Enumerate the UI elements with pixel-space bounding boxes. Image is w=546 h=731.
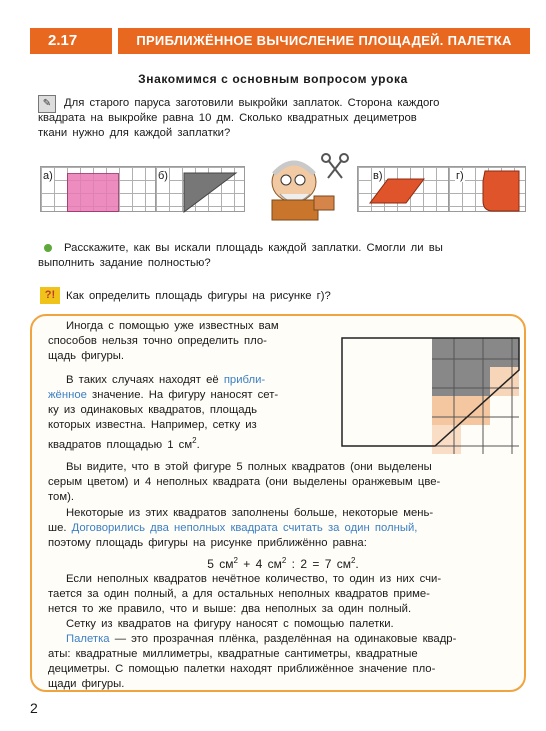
box-p1-line-1: Иногда с помощью уже известных вам: [66, 320, 279, 332]
box-p7-line-4: щади фигуры.: [48, 678, 125, 690]
page-number: 2: [30, 700, 38, 716]
task-line-3: ткани нужно для каждой заплатки?: [38, 127, 231, 139]
box-p5-line-1: Если неполных квадратов нечётное количество, то один из них счи-: [66, 573, 442, 585]
box-p1-line-2: способов нельзя точно определить пло-: [48, 335, 267, 347]
term-approximate-2: жённое: [48, 389, 87, 401]
formula-part-a: 5 см: [207, 557, 234, 571]
question-icon: ?!: [40, 287, 60, 304]
figure-label-d: г): [456, 170, 464, 182]
box-p4-text-b: ше.: [48, 522, 67, 534]
area-formula: 5 $см^2 + 4$ $см^2$ : 2 = 7 $см^2$.: [207, 556, 359, 571]
term-palette: Палетка: [66, 633, 110, 645]
section-number: 2.17: [30, 28, 112, 54]
patch-b-shape: [156, 167, 246, 213]
box-p2-line-4: которых известна. Например, сетку из: [48, 419, 257, 431]
box-p2-text: В таких случаях находят её: [66, 374, 219, 386]
green-dot-icon: [44, 244, 52, 252]
old-man-illustration: [262, 152, 352, 222]
palette-figure: [338, 330, 524, 460]
box-p4-line-1: Некоторые из этих квадратов заполнены больше, некоторые мень-: [66, 507, 434, 519]
box-p2-line-1: [66, 373, 326, 388]
box-p5-line-2: тается за один полный, а для остальных неполных квадратов приме-: [48, 588, 430, 600]
figure-label-b: б): [158, 170, 168, 182]
term-approximate-1: прибли-: [223, 374, 266, 386]
box-p1-line-3: щадь фигуры.: [48, 350, 124, 362]
box-p4-line-2: [48, 521, 518, 536]
box-p7-line-3: дециметры. С помощью палетки находят приближённое значение пло-: [48, 663, 436, 675]
task-icon: ✎: [38, 95, 56, 113]
box-p4-line-3: поэтому площадь фигуры на рисунке приближённо равна:: [48, 537, 367, 549]
box-p3-line-1: Вы видите, что в этой фигуре 5 полных квадратов (они выделены: [66, 461, 432, 473]
discuss-line-2: выполнить задание полностью?: [38, 257, 211, 269]
box-p7-line-2: аты: квадратные миллиметры, квадратные сантиметры, квадратные: [48, 648, 418, 660]
discuss-line-1: Расскажите, как вы искали площадь каждой заплатки. Смогли ли вы: [64, 242, 443, 254]
rule-highlight: Договорились два неполных квадрата считать за один полный,: [71, 522, 418, 534]
box-p2-text-e: квадратов площадью 1 см: [48, 438, 193, 451]
box-p3-line-2: серым цветом) и 4 неполных квадрата (они выделены оранжевым цве-: [48, 476, 441, 488]
box-p2-text-b: значение. На фигуру наносят сет-: [92, 389, 279, 401]
section-title: ПРИБЛИЖЁННОЕ ВЫЧИСЛЕНИЕ ПЛОЩАДЕЙ. ПАЛЕТКА: [118, 28, 530, 54]
figure-label-c: в): [373, 170, 383, 182]
lesson-header: [30, 28, 530, 56]
box-p2-line-2: [48, 388, 326, 403]
question-text: Как определить площадь фигуры на рисунке г)?: [66, 290, 331, 302]
task-line-1: Для старого паруса заготовили выкройки заплаток. Сторона каждого: [64, 97, 440, 109]
patch-grid-a: [40, 166, 172, 212]
box-p2-line-3: ку из одинаковых квадратов, площадь: [48, 404, 257, 416]
box-p3-line-3: том).: [48, 491, 74, 503]
patch-a-shape: [67, 173, 119, 212]
box-p6: Сетку из квадратов на фигуру наносят с помощью палетки.: [66, 618, 394, 630]
patch-grid-c: [357, 166, 449, 212]
formula-part-c: : 2 = 7 см: [286, 557, 351, 571]
box-p5-line-3: нется то же правило, что и выше: два неполных за один полный.: [48, 603, 412, 615]
box-p7-line-1: [66, 632, 518, 647]
box-p2-line-5: квадратов площадью 1 $см^2$.: [48, 436, 200, 451]
lesson-subtitle: Знакомимся с основным вопросом урока: [138, 72, 408, 86]
task-line-2: квадрата на выкройке равна 10 дм. Сколько квадратных дециметров: [38, 112, 417, 124]
figure-label-a: а): [43, 170, 53, 182]
formula-part-b: + 4 см: [237, 557, 282, 571]
box-p7-text-a: — это прозрачная плёнка, разделённая на одинаковые квадр-: [109, 633, 457, 645]
